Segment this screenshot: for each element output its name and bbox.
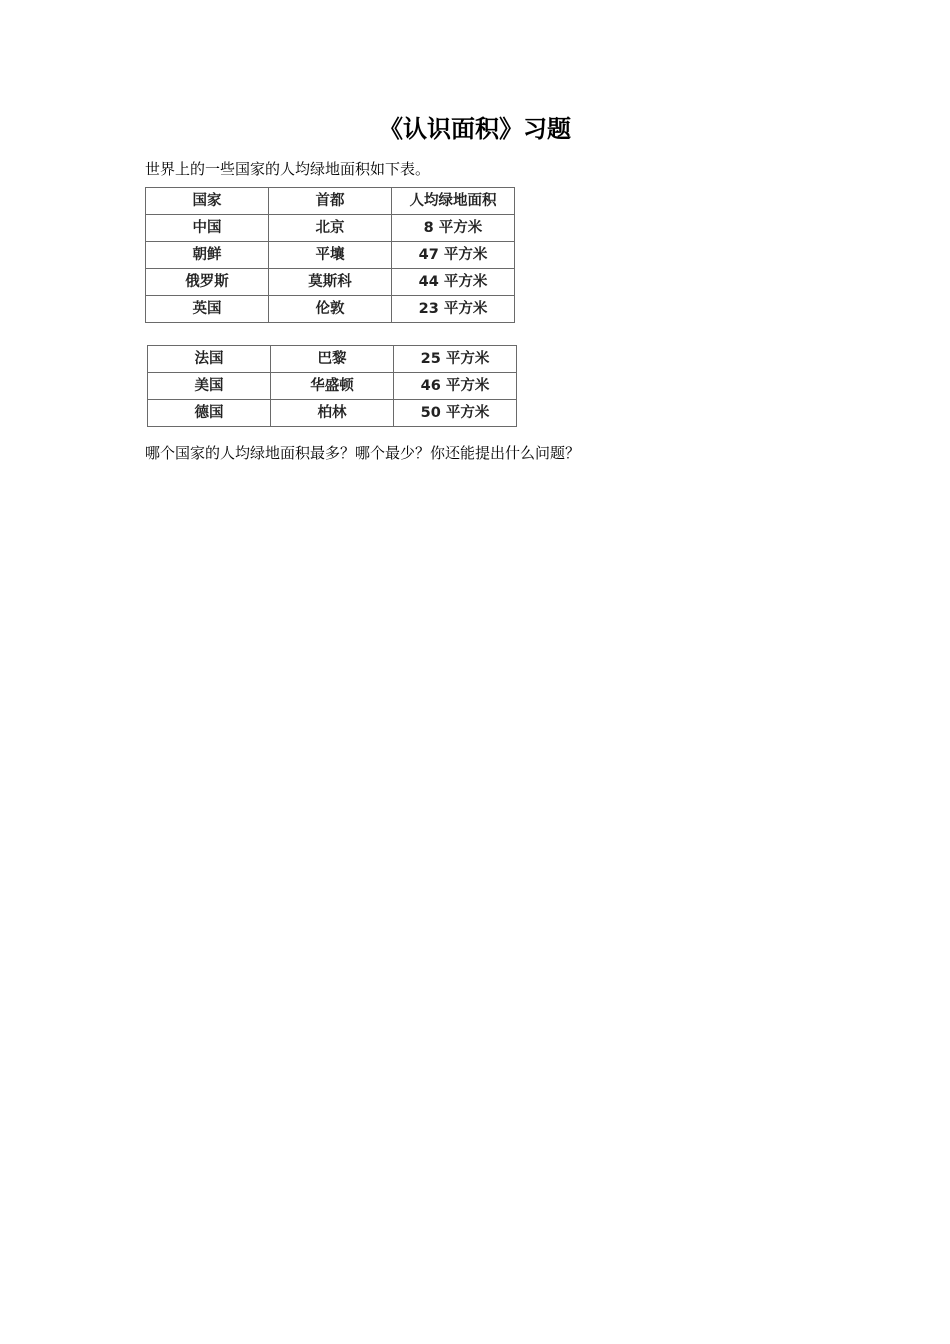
cell-capital: 北京: [269, 215, 392, 242]
cell-capital: 华盛顿: [271, 373, 394, 400]
cell-green-area: 44 平方米: [392, 269, 515, 296]
table-row: [146, 296, 515, 323]
table-row: [146, 269, 515, 296]
cell-country: 美国: [148, 373, 271, 400]
question-text: 哪个国家的人均绿地面积最多？哪个最少？你还能提出什么问题？: [145, 444, 581, 462]
green-area-table-1: [145, 187, 515, 323]
cell-capital: 平壤: [269, 242, 392, 269]
cell-green-area: 47 平方米: [392, 242, 515, 269]
cell-green-area: 50 平方米: [394, 400, 517, 427]
table-row: [146, 242, 515, 269]
header-country: 国家: [146, 188, 269, 215]
intro-text: 世界上的一些国家的人均绿地面积如下表。: [145, 160, 431, 178]
cell-green-area: 23 平方米: [392, 296, 515, 323]
green-area-table-2: [147, 345, 517, 427]
cell-country: 中国: [146, 215, 269, 242]
cell-country: 德国: [148, 400, 271, 427]
page-title: 《认识面积》习题: [379, 115, 571, 143]
header-capital: 首都: [269, 188, 392, 215]
table-row: [148, 346, 517, 373]
cell-green-area: 8 平方米: [392, 215, 515, 242]
cell-country: 俄罗斯: [146, 269, 269, 296]
cell-capital: 柏林: [271, 400, 394, 427]
cell-green-area: 46 平方米: [394, 373, 517, 400]
table-row: [146, 215, 515, 242]
cell-capital: 莫斯科: [269, 269, 392, 296]
cell-country: 朝鲜: [146, 242, 269, 269]
table-row: [148, 373, 517, 400]
cell-capital: 巴黎: [271, 346, 394, 373]
cell-country: 法国: [148, 346, 271, 373]
header-green-area: 人均绿地面积: [392, 188, 515, 215]
table-row: [148, 400, 517, 427]
cell-green-area: 25 平方米: [394, 346, 517, 373]
cell-capital: 伦敦: [269, 296, 392, 323]
cell-country: 英国: [146, 296, 269, 323]
table-header-row: [146, 188, 515, 215]
